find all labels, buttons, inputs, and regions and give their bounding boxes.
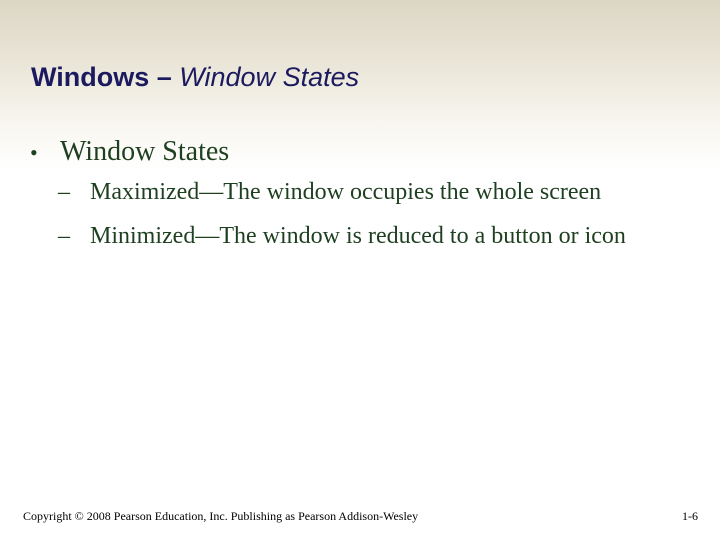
title-main: Windows — [31, 62, 150, 92]
sub-bullet-marker: – — [58, 223, 70, 249]
slide-content — [30, 134, 690, 265]
sub-bullet-item — [58, 221, 690, 251]
sub-bullet-marker: – — [58, 179, 70, 205]
title-band — [0, 0, 720, 120]
bullet-item — [30, 134, 690, 171]
title-subtitle: Window States — [179, 62, 360, 92]
sub-bullet-text: Minimized—The window is reduced to a button or icon — [90, 223, 626, 249]
sub-bullet-list — [58, 177, 690, 251]
sub-bullet-text: Maximized—The window occupies the whole screen — [90, 179, 602, 205]
page-number: 1-6 — [682, 509, 698, 523]
bullet-text: Window States — [60, 136, 230, 167]
sub-bullet-item — [58, 177, 690, 207]
title-separator: – — [149, 62, 180, 92]
bullet-marker: • — [30, 140, 38, 165]
footer-copyright: Copyright © 2008 Pearson Education, Inc. Publishing as Pearson Addison-Wesley — [23, 509, 419, 523]
slide-title — [31, 62, 359, 93]
